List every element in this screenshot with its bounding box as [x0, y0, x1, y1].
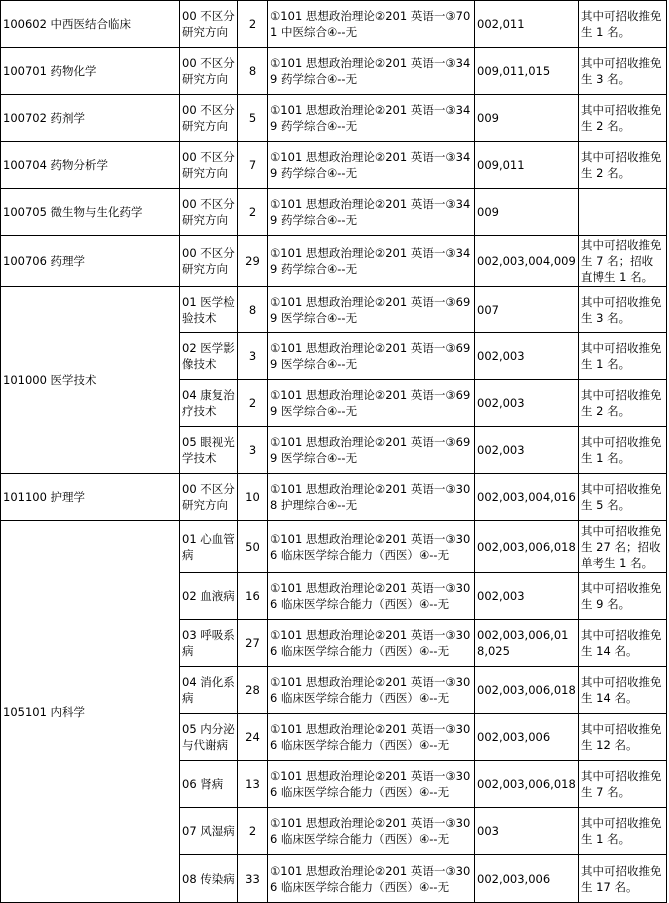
- exam-subjects-cell: ①101 思想政治理论②201 英语一③306 临床医学综合能力（西医）④--无: [268, 667, 475, 714]
- note-cell: 其中可招收推免生 3 名。: [579, 287, 667, 333]
- quota-cell: 29: [238, 236, 268, 287]
- quota-cell: 28: [238, 667, 268, 714]
- note-cell: 其中可招收推免生 2 名。: [579, 95, 667, 142]
- table-row: [1, 95, 667, 142]
- exam-subjects-cell: ①101 思想政治理论②201 英语一③306 临床医学综合能力（西医）④--无: [268, 521, 475, 573]
- reference-cell: 002,003: [475, 380, 579, 427]
- exam-subjects-cell: ①101 思想政治理论②201 英语一③699 医学综合④--无: [268, 427, 475, 474]
- exam-subjects-cell: ①101 思想政治理论②201 英语一③349 药学综合④--无: [268, 189, 475, 236]
- note-cell: 其中可招收推免生 17 名。: [579, 855, 667, 903]
- note-cell: 其中可招收推免生 2 名。: [579, 142, 667, 189]
- reference-cell: 002,011: [475, 1, 579, 48]
- reference-cell: 002,003,006: [475, 855, 579, 903]
- quota-cell: 13: [238, 761, 268, 808]
- direction-cell: 00 不区分研究方向: [180, 142, 238, 189]
- direction-cell: 00 不区分研究方向: [180, 48, 238, 95]
- quota-cell: 5: [238, 95, 268, 142]
- exam-subjects-cell: ①101 思想政治理论②201 英语一③699 医学综合④--无: [268, 333, 475, 380]
- quota-cell: 27: [238, 620, 268, 667]
- quota-cell: 24: [238, 714, 268, 761]
- quota-cell: 3: [238, 427, 268, 474]
- quota-cell: 33: [238, 855, 268, 903]
- direction-cell: 02 医学影像技术: [180, 333, 238, 380]
- major-cell: 100701 药物化学: [1, 48, 180, 95]
- reference-cell: 002,003,006,018,025: [475, 620, 579, 667]
- exam-subjects-cell: ①101 思想政治理论②201 英语一③699 医学综合④--无: [268, 380, 475, 427]
- reference-cell: 009: [475, 95, 579, 142]
- direction-cell: 05 眼视光学技术: [180, 427, 238, 474]
- table-row: [1, 236, 667, 287]
- reference-cell: 002,003,006,018: [475, 761, 579, 808]
- exam-subjects-cell: ①101 思想政治理论②201 英语一③306 临床医学综合能力（西医）④--无: [268, 855, 475, 903]
- reference-cell: 002,003: [475, 427, 579, 474]
- note-cell: 其中可招收推免生 1 名。: [579, 333, 667, 380]
- note-cell: 其中可招收推免生 12 名。: [579, 714, 667, 761]
- note-cell: 其中可招收推免生 3 名。: [579, 48, 667, 95]
- direction-cell: 01 医学检验技术: [180, 287, 238, 333]
- reference-cell: 002,003: [475, 573, 579, 620]
- major-cell: 100704 药物分析学: [1, 142, 180, 189]
- direction-cell: 04 康复治疗技术: [180, 380, 238, 427]
- exam-subjects-cell: ①101 思想政治理论②201 英语一③306 临床医学综合能力（西医）④--无: [268, 714, 475, 761]
- note-cell: 其中可招收推免生 1 名。: [579, 1, 667, 48]
- exam-subjects-cell: ①101 思想政治理论②201 英语一③701 中医综合④--无: [268, 1, 475, 48]
- direction-cell: 01 心血管病: [180, 521, 238, 573]
- exam-subjects-cell: ①101 思想政治理论②201 英语一③306 临床医学综合能力（西医）④--无: [268, 761, 475, 808]
- quota-cell: 10: [238, 474, 268, 521]
- direction-cell: 00 不区分研究方向: [180, 1, 238, 48]
- direction-cell: 00 不区分研究方向: [180, 95, 238, 142]
- major-cell: 101000 医学技术: [1, 287, 180, 474]
- direction-cell: 04 消化系病: [180, 667, 238, 714]
- reference-cell: 002,003,006,018: [475, 667, 579, 714]
- note-cell: 其中可招收推免生 7 名。: [579, 761, 667, 808]
- note-cell: 其中可招收推免生 5 名。: [579, 474, 667, 521]
- reference-cell: 002,003,004,009: [475, 236, 579, 287]
- table-row: [1, 1, 667, 48]
- exam-subjects-cell: ①101 思想政治理论②201 英语一③349 药学综合④--无: [268, 142, 475, 189]
- note-cell: 其中可招收推免生 14 名。: [579, 620, 667, 667]
- exam-subjects-cell: ①101 思想政治理论②201 英语一③306 临床医学综合能力（西医）④--无: [268, 620, 475, 667]
- major-cell: 100705 微生物与生化药学: [1, 189, 180, 236]
- direction-cell: 03 呼吸系病: [180, 620, 238, 667]
- table-row: [1, 142, 667, 189]
- table-row: [1, 48, 667, 95]
- exam-subjects-cell: ①101 思想政治理论②201 英语一③349 药学综合④--无: [268, 48, 475, 95]
- direction-cell: 02 血液病: [180, 573, 238, 620]
- quota-cell: 2: [238, 189, 268, 236]
- quota-cell: 50: [238, 521, 268, 573]
- direction-cell: 00 不区分研究方向: [180, 189, 238, 236]
- reference-cell: 002,003,006: [475, 714, 579, 761]
- table-row: [1, 474, 667, 521]
- direction-cell: 00 不区分研究方向: [180, 236, 238, 287]
- direction-cell: 05 内分泌与代谢病: [180, 714, 238, 761]
- exam-subjects-cell: ①101 思想政治理论②201 英语一③349 药学综合④--无: [268, 236, 475, 287]
- note-cell: 其中可招收推免生 27 名；招收单考生 1 名。: [579, 521, 667, 573]
- direction-cell: 08 传染病: [180, 855, 238, 903]
- quota-cell: 16: [238, 573, 268, 620]
- reference-cell: 002,003,004,016: [475, 474, 579, 521]
- exam-subjects-cell: ①101 思想政治理论②201 英语一③349 药学综合④--无: [268, 95, 475, 142]
- major-cell: 100706 药理学: [1, 236, 180, 287]
- direction-cell: 07 风湿病: [180, 808, 238, 855]
- note-cell: 其中可招收推免生 9 名。: [579, 573, 667, 620]
- direction-cell: 00 不区分研究方向: [180, 474, 238, 521]
- major-cell: 100702 药剂学: [1, 95, 180, 142]
- table-row: [1, 287, 667, 333]
- exam-subjects-cell: ①101 思想政治理论②201 英语一③306 临床医学综合能力（西医）④--无: [268, 573, 475, 620]
- exam-subjects-cell: ①101 思想政治理论②201 英语一③308 护理综合④--无: [268, 474, 475, 521]
- note-cell: 其中可招收推免生 14 名。: [579, 667, 667, 714]
- reference-cell: 009,011: [475, 142, 579, 189]
- major-cell: 100602 中西医结合临床: [1, 1, 180, 48]
- note-cell: 其中可招收推免生 7 名；招收直博生 1 名。: [579, 236, 667, 287]
- quota-cell: 2: [238, 808, 268, 855]
- major-cell: 101100 护理学: [1, 474, 180, 521]
- reference-cell: 009: [475, 189, 579, 236]
- quota-cell: 7: [238, 142, 268, 189]
- exam-subjects-cell: ①101 思想政治理论②201 英语一③699 医学综合④--无: [268, 287, 475, 333]
- exam-subjects-cell: ①101 思想政治理论②201 英语一③306 临床医学综合能力（西医）④--无: [268, 808, 475, 855]
- note-cell: 其中可招收推免生 1 名。: [579, 808, 667, 855]
- note-cell: 其中可招收推免生 2 名。: [579, 380, 667, 427]
- note-cell: 其中可招收推免生 1 名。: [579, 427, 667, 474]
- reference-cell: 002,003,006,018: [475, 521, 579, 573]
- major-cell: 105101 内科学: [1, 521, 180, 903]
- table-row: [1, 521, 667, 573]
- quota-cell: 8: [238, 287, 268, 333]
- reference-cell: 002,003: [475, 333, 579, 380]
- table-row: [1, 189, 667, 236]
- reference-cell: 007: [475, 287, 579, 333]
- direction-cell: 06 肾病: [180, 761, 238, 808]
- note-cell: [579, 189, 667, 236]
- reference-cell: 009,011,015: [475, 48, 579, 95]
- quota-cell: 8: [238, 48, 268, 95]
- quota-cell: 3: [238, 333, 268, 380]
- quota-cell: 2: [238, 380, 268, 427]
- quota-cell: 2: [238, 1, 268, 48]
- reference-cell: 003: [475, 808, 579, 855]
